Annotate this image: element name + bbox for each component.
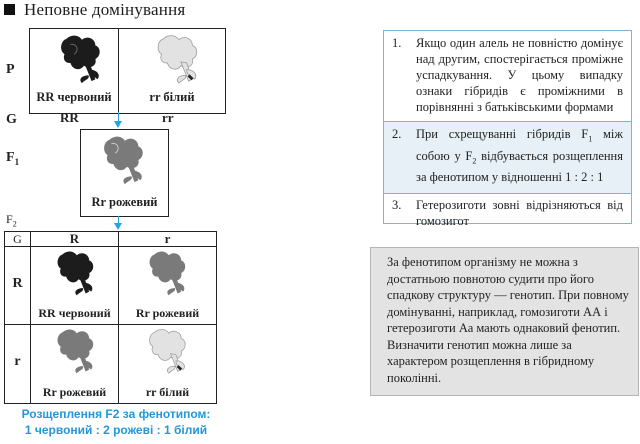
title-marker-icon <box>4 4 15 15</box>
pink-flower-icon <box>147 249 187 297</box>
page-title: Неповне домінування <box>24 0 186 19</box>
white-flower-icon <box>155 33 199 85</box>
label-f2: $F_2$ <box>6 212 17 229</box>
parent-white-caption: rr білий <box>149 90 195 104</box>
gamete-right: rr <box>162 110 174 125</box>
label-g: G <box>6 112 17 127</box>
white-flower-icon <box>147 327 187 375</box>
notes-panel <box>383 30 632 228</box>
punnett-cell-rr-pink-2: Rr рожевий <box>31 325 118 403</box>
punnett-square <box>4 231 217 404</box>
punnett-col-1: R <box>69 231 80 246</box>
label-f1: $F_1$ <box>6 150 20 167</box>
f1-box <box>80 129 169 217</box>
ratio-line-2: 1 червоний : 2 рожеві : 1 білий <box>24 423 208 437</box>
ratio-line-1: Розщеплення F2 за фенотипом: <box>21 407 211 421</box>
parent-red-caption: RR червоний <box>36 90 112 104</box>
label-p: P <box>6 62 15 77</box>
parents-box <box>29 28 226 114</box>
note-1: 1. Якщо один алель не повністю домінує над другим, спостерігається проміжне успадкування. У цьому випадку ознаки гібридів є проміжними в порівнянні з батьківськими формами <box>384 31 631 121</box>
punnett-cell-rr-white: rr білий <box>119 325 216 403</box>
punnett-cell-rr-red: RR червоний <box>31 247 118 324</box>
punnett-row-2: r <box>14 354 21 369</box>
punnett-col-2: r <box>164 231 171 246</box>
info-box <box>370 247 639 396</box>
info-text: За фенотипом організму не можна з достатньою повнотою судити про його спадкову структуру — генотип. При повному домінуванні, наприклад, гомозиготи АА і гетерозиготи Аа мають однаковий фенотип. Визначити генотип можна лише за характером розщеплення в гібридному поколінні. <box>387 255 629 385</box>
gamete-left: RR <box>60 110 79 125</box>
pink-flower-icon <box>55 327 95 375</box>
note-3: 3. Гетерозиготи зовні відрізняються від гомозигот <box>384 194 631 223</box>
red-flower-icon <box>58 33 102 85</box>
f1-caption: Rr рожевий <box>91 195 158 209</box>
note-2: 2. При схрещуванні гібридів $F_1$ між собою у $F_2$ відбувається розщеплення за фенотипом у відношенні 1 : 2 : 1 <box>384 122 631 193</box>
punnett-cell-rr-pink: Rr рожевий <box>119 247 216 324</box>
punnett-corner: G <box>13 232 22 246</box>
arrow-to-f2-head <box>114 223 122 230</box>
punnett-row-1: R <box>12 276 23 291</box>
arrow-to-f1-head <box>114 121 122 128</box>
pink-flower-icon <box>101 134 145 186</box>
red-flower-icon <box>55 249 95 297</box>
